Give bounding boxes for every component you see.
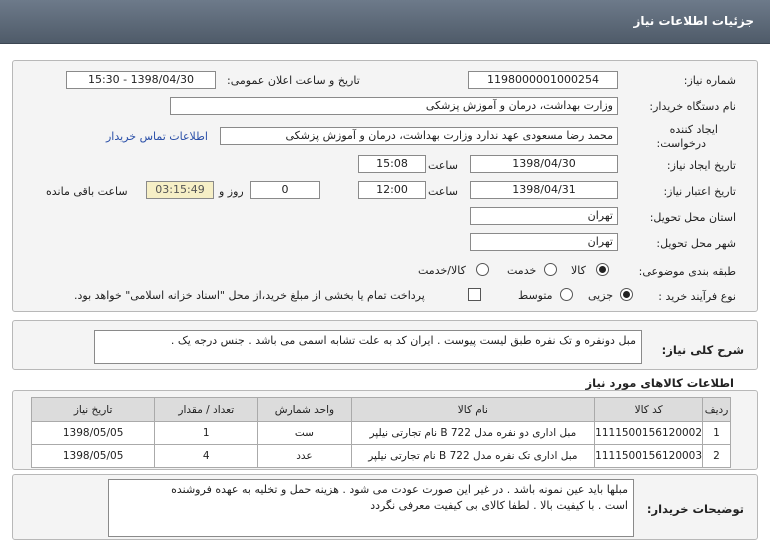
create-time-field: 15:08 [358, 155, 426, 173]
col-name-header: نام کالا [351, 398, 595, 422]
purchase-minor-radio[interactable] [620, 288, 633, 301]
cell-name: مبل اداری دو نفره مدل B 722 نام تجارتی نیلپر [351, 422, 595, 445]
col-date-header: تاریخ نیاز [32, 398, 155, 422]
col-row-header: ردیف [703, 398, 731, 422]
announce-datetime-field: 1398/04/30 - 15:30 [66, 71, 216, 89]
city-field: تهران [470, 233, 618, 251]
col-unit-header: واحد شمارش [258, 398, 351, 422]
goods-table [31, 397, 731, 468]
need-number-label: شماره نیاز: [683, 74, 736, 87]
category-label: طبقه بندی موضوعی: [638, 265, 736, 278]
category-goods-radio[interactable] [596, 263, 609, 276]
purchase-minor-label: جزیی [588, 289, 614, 302]
province-field: تهران [470, 207, 618, 225]
summary-field: مبل دونفره و تک نفره طبق لیست پیوست . ایران کد به علت تشابه اسمی می باشد . جنس درجه یک . [94, 330, 642, 364]
buyer-contact-link[interactable]: اطلاعات تماس خریدار [106, 130, 208, 143]
category-goods-service-radio[interactable] [476, 263, 489, 276]
cell-date: 1398/05/05 [32, 422, 155, 445]
cell-row-number: 1 [703, 422, 731, 445]
announce-datetime-label: تاریخ و ساعت اعلان عمومی: [227, 74, 360, 87]
summary-label: شرح کلی نیاز: [661, 343, 744, 357]
category-goods-service-label: کالا/خدمت [418, 264, 466, 277]
need-number-field: 1198000001000254 [468, 71, 618, 89]
remaining-time-field: 03:15:49 [146, 181, 214, 199]
creator-label-line2: درخواست: [656, 137, 706, 150]
purchase-type-label: نوع فرآیند خرید : [658, 290, 736, 303]
validity-time-label: ساعت [428, 185, 458, 198]
create-date-label: تاریخ ایجاد نیاز: [666, 159, 736, 172]
buyer-org-label: نام دستگاه خریدار: [649, 100, 736, 113]
buyer-notes-line1: مبلها باید عین نمونه باشد . در غیر این صورت عودت می شود . هزینه حمل و تخلیه به عهده فروشنده [171, 483, 628, 496]
remaining-time-label: ساعت باقی مانده [46, 185, 128, 198]
creator-field: محمد رضا مسعودی عهد ندارد وزارت بهداشت، درمان و آموزش پزشکی [220, 127, 618, 145]
table-row [32, 422, 731, 445]
treasury-payment-note: پرداخت تمام یا بخشی از مبلغ خرید،از محل "اسناد خزانه اسلامی" خواهد بود. [74, 289, 425, 302]
col-code-header: کد کالا [595, 398, 703, 422]
create-time-label: ساعت [428, 159, 458, 172]
validity-days-label: روز و [219, 185, 244, 198]
province-label: استان محل تحویل: [649, 211, 736, 224]
creator-label-line1: ایجاد کننده [669, 123, 718, 136]
buyer-notes-label: توضیحات خریدار: [646, 502, 744, 516]
cell-qty: 1 [155, 422, 258, 445]
cell-code: 1111500156120003 [595, 445, 703, 468]
cell-unit: عدد [258, 445, 351, 468]
validity-days-field: 0 [250, 181, 320, 199]
category-goods-label: کالا [571, 264, 586, 277]
city-label: شهر محل تحویل: [656, 237, 736, 250]
table-row [32, 445, 731, 468]
goods-section-title: اطلاعات کالاهای مورد نیاز [585, 376, 734, 390]
goods-table-header-row [32, 398, 731, 422]
purchase-medium-radio[interactable] [560, 288, 573, 301]
category-service-label: خدمت [507, 264, 537, 277]
treasury-payment-checkbox[interactable] [468, 288, 481, 301]
validity-time-field: 12:00 [358, 181, 426, 199]
cell-date: 1398/05/05 [32, 445, 155, 468]
buyer-notes-field [108, 479, 634, 537]
cell-code: 1111500156120002 [595, 422, 703, 445]
page-title: جزئیات اطلاعات نیاز [633, 14, 754, 28]
cell-row-number: 2 [703, 445, 731, 468]
buyer-org-field: وزارت بهداشت، درمان و آموزش پزشکی [170, 97, 618, 115]
create-date-field: 1398/04/30 [470, 155, 618, 173]
validity-date-field: 1398/04/31 [470, 181, 618, 199]
buyer-notes-line2: است . با کیفیت بالا . لطفا کالای بی کیفیت معرفی نگردد [370, 499, 628, 512]
cell-qty: 4 [155, 445, 258, 468]
cell-name: مبل اداری تک نفره مدل B 722 نام تجارتی نیلپر [351, 445, 595, 468]
validity-date-label: تاریخ اعتبار نیاز: [663, 185, 736, 198]
page-header [0, 0, 770, 44]
col-qty-header: تعداد / مقدار [155, 398, 258, 422]
purchase-medium-label: متوسط [518, 289, 553, 302]
cell-unit: ست [258, 422, 351, 445]
category-service-radio[interactable] [544, 263, 557, 276]
